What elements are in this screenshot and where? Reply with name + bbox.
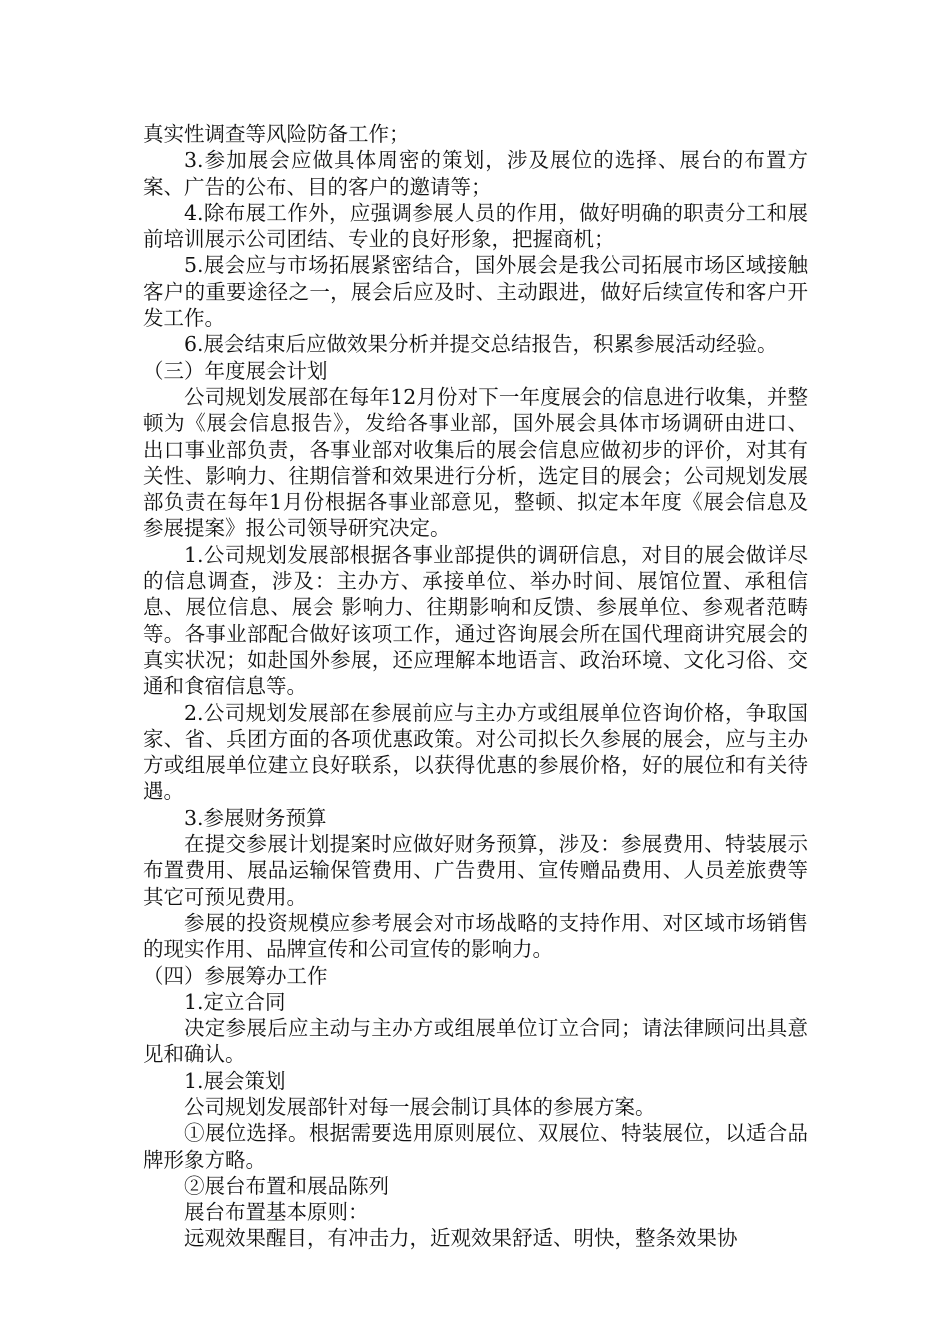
paragraph-contract-title: 1.定立合同	[184, 989, 286, 1014]
paragraph-plan-item-1: 1.公司规划发展部根据各事业部提供的调研信息，对目的展会做详尽的信息调查，涉及：主办方、承接单位、举办时间、展馆位置、承租信息、展位信息、展会 影响力、往期影响和反馈、参展单位、参观者范畴等。各事业部配合做好该项工作，通过咨询展会所在国代理商讲究展会的真实状况；如赴国外参展，还应理解本地语言、政治环境、文化习俗、交通和食宿信息等。	[143, 542, 808, 699]
paragraph-annual-plan: 公司规划发展部在每年12月份对下一年度展会的信息进行收集，并整顿为《展会信息报告》，发给各事业部，国外展会具体市场调研由进口、出口事业部负责，各事业部对收集后的展会信息应做初步的评价，对其有关性、影响力、往期信誉和效果进行分析，选定目的展会；公司规划发展部负责在每年1月份根据各事业部意见，整顿、拟定本年度《展会信息及参展提案》报公司领导研究决定。	[143, 384, 808, 541]
paragraph-planning: 公司规划发展部针对每一展会制订具体的参展方案。	[184, 1094, 656, 1119]
paragraph-item-4: 4.除布展工作外，应强调参展人员的作用，做好明确的职责分工和展前培训展示公司团结、专业的良好形象，把握商机；	[143, 200, 808, 252]
paragraph-item-5: 5.展会应与市场拓展紧密结合，国外展会是我公司拓展市场区域接触客户的重要途径之一，展会后应及时、主动跟进，做好后续宣传和客户开发工作。	[143, 253, 808, 331]
document-body	[143, 121, 808, 1252]
paragraph-item-6: 6.展会结束后应做效果分析并提交总结报告，积累参展活动经验。	[184, 332, 778, 357]
paragraph-budget: 在提交参展计划提案时应做好财务预算，涉及：参展费用、特装展示布置费用、展品运输保管费用、广告费用、宣传赠品费用、人员差旅费等其它可预见费用。	[143, 832, 808, 909]
paragraph-booth-layout-title: ②展台布置和展品陈列	[184, 1173, 389, 1198]
paragraph-investment: 参展的投资规模应参考展会对市场战略的支持作用、对区域市场销售的现实作用、品牌宣传和公司宣传的影响力。	[143, 910, 808, 962]
paragraph-plan-item-2: 2.公司规划发展部在参展前应与主办方或组展单位咨询价格，争取国家、省、兵团方面的各项优惠政策。对公司拟长久参展的展会，应与主办方或组展单位建立良好联系，以获得优惠的参展价格，好的展位和有关待遇。	[143, 700, 808, 804]
paragraph-contract: 决定参展后应主动与主办方或组展单位订立合同；请法律顾问出具意见和确认。	[143, 1016, 808, 1067]
paragraph-booth-selection: ①展位选择。根据需要选用原则展位、双展位、特装展位，以适合品牌形象方略。	[143, 1121, 808, 1172]
paragraph-plan-item-3-title: 3.参展财务预算	[184, 805, 327, 830]
paragraph-layout-effect: 远观效果醒目，有冲击力，近观效果舒适、明快，整条效果协	[184, 1226, 738, 1251]
paragraph-planning-title: 1.展会策划	[184, 1068, 286, 1093]
section-heading-4: （四）参展筹办工作	[143, 963, 328, 988]
paragraph-layout-principles: 展台布置基本原则：	[184, 1200, 369, 1225]
paragraph-item-3: 3.参加展会应做具体周密的策划，涉及展位的选择、展台的布置方案、广告的公布、目的客户的邀请等；	[143, 148, 808, 199]
section-heading-3: （三）年度展会计划	[143, 358, 328, 383]
paragraph-continuation: 真实性调查等风险防备工作；	[143, 122, 410, 146]
